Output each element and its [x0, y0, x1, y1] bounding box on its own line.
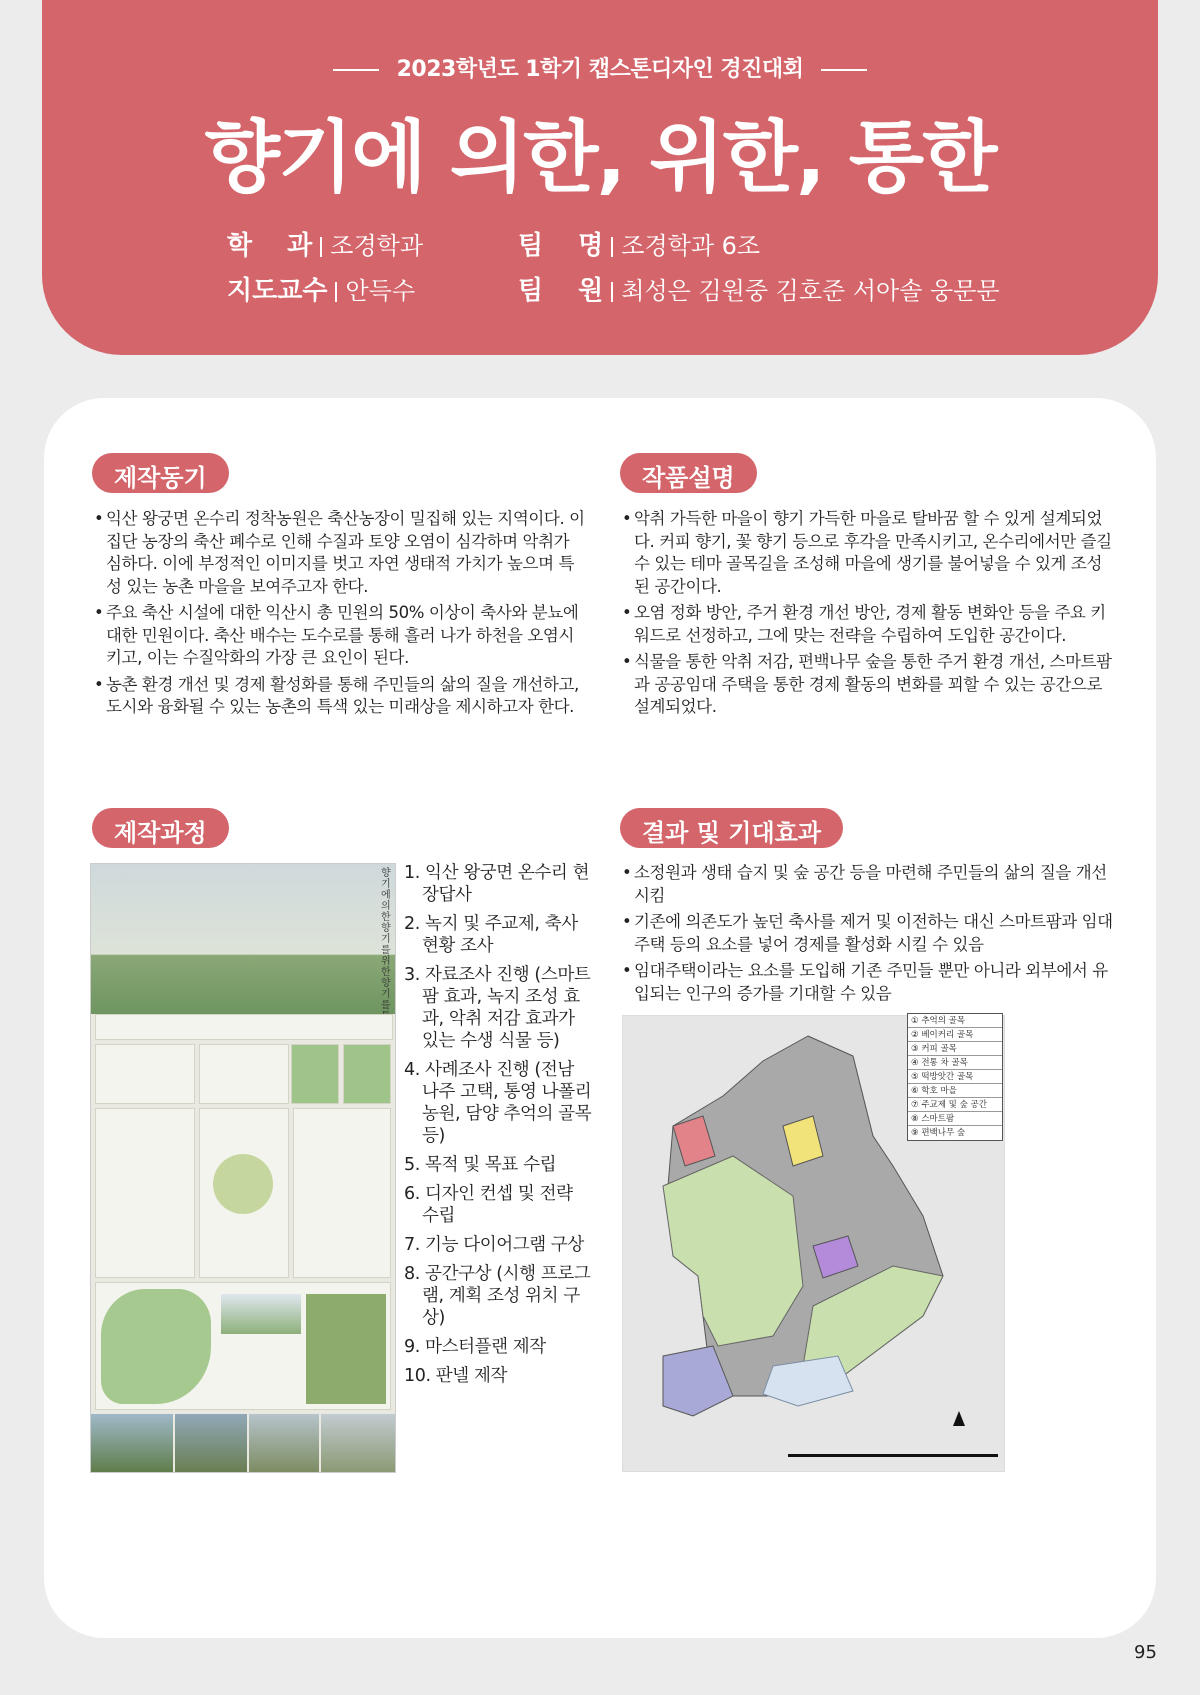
divider: [611, 282, 613, 302]
legend-item: ② 베이커리 골목: [908, 1028, 1002, 1042]
step-item: 7. 기능 다이어그램 구상: [404, 1235, 584, 1255]
contest-label: 2023학년도 1학기 캡스톤디자인 경진대회: [396, 57, 804, 82]
advisor-value: 안득수: [345, 277, 416, 305]
divider: [611, 237, 613, 257]
list-item: • 악취 가득한 마을이 향기 가득한 마을로 탈바꿈 할 수 있게 설계되었다. 커피 향기, 꽃 향기 등으로 후각을 만족시키고, 온수리에서만 즐길 수 있는 테마 골목길을 조성해 마을에 생기를 불어넣을 수 있게 조성된 공간이다.: [622, 508, 1114, 598]
legend-item: ⑦ 주교제 및 숲 공간: [908, 1098, 1002, 1112]
motivation-list: [94, 508, 586, 723]
page-number: 95: [1134, 1642, 1157, 1663]
list-item: • 오염 정화 방안, 주거 환경 개선 방안, 경제 활동 변화안 등을 주요 키워드로 선정하고, 그에 맞는 전략을 수립하여 도입한 공간이다.: [622, 602, 1114, 647]
legend-item: ④ 전통 차 골목: [908, 1056, 1002, 1070]
poster-photo: [249, 1414, 319, 1472]
map-legend: [907, 1013, 1003, 1141]
motivation-heading: 제작동기: [92, 453, 229, 493]
list-item: • 소정원과 생태 습지 및 숲 공간 등을 마련해 주민들의 삶의 질을 개선시킴: [622, 862, 1116, 907]
step-item: 5. 목적 및 목표 수립: [404, 1155, 557, 1175]
poster-panel: [95, 1044, 195, 1104]
poster-panel: [291, 1044, 339, 1104]
step-item: 10. 판넬 제작: [404, 1366, 507, 1386]
team-row: [518, 225, 760, 262]
description-list: [622, 508, 1114, 723]
poster-panel: [293, 1108, 391, 1278]
legend-item: ③ 커피 골목: [908, 1042, 1002, 1056]
step-item: 1. 익산 왕궁면 온수리 현장답사: [404, 863, 590, 905]
poster-photo: [91, 1414, 173, 1472]
divider: [335, 282, 337, 302]
poster-title: 향기에 의한 향기를 위한 향기를: [381, 868, 391, 1011]
legend-item: ⑧ 스마트팜: [908, 1112, 1002, 1126]
legend-item: ① 추억의 골목: [908, 1014, 1002, 1028]
results-heading: 결과 및 기대효과: [620, 808, 843, 848]
department-label: 학 과: [227, 231, 313, 261]
list-item: • 기존에 의존도가 높던 축사를 제거 및 이전하는 대신 스마트팜과 임대주택 등의 요소를 넣어 경제를 활성화 시킬 수 있음: [622, 911, 1116, 956]
results-list: [622, 862, 1116, 1009]
step-item: 3. 자료조사 진행 (스마트팜 효과, 녹지 조성 효과, 악취 저감 효과가 있는 수생 식물 등): [404, 965, 591, 1051]
diagram-circle: [213, 1154, 273, 1214]
poster-section: [221, 1294, 301, 1334]
poster-map: [101, 1289, 211, 1404]
list-item: • 농촌 환경 개선 및 경제 활성화를 통해 주민들의 삶의 질을 개선하고, 도시와 융화될 수 있는 농촌의 특색 있는 미래상을 제시하고자 한다.: [94, 674, 586, 719]
process-steps: [404, 862, 594, 1394]
legend-item: ⑥ 학호 마을: [908, 1084, 1002, 1098]
step-item: 8. 공간구상 (시행 프로그램, 계획 조성 위치 구상): [404, 1264, 591, 1328]
scale-bar: [788, 1454, 998, 1457]
divider: [320, 237, 322, 257]
department-row: [227, 225, 423, 262]
poster-render: [306, 1294, 386, 1404]
step-item: 6. 디자인 컨셉 및 전략 수립: [404, 1184, 573, 1226]
advisor-label: 지도교수: [227, 276, 328, 306]
members-label: 팀 원: [518, 276, 604, 306]
legend-item: ⑤ 떡방앗간 골목: [908, 1070, 1002, 1084]
process-poster-image: [90, 863, 396, 1473]
poster-panel: [343, 1044, 391, 1104]
description-heading: 작품설명: [620, 453, 757, 493]
header-banner: [42, 0, 1158, 355]
step-item: 9. 마스터플랜 제작: [404, 1337, 546, 1357]
poster-intro-panel: [95, 1014, 393, 1040]
list-item: • 임대주택이라는 요소를 도입해 기존 주민들 뿐만 아니라 외부에서 유입되는 인구의 증가를 기대할 수 있음: [622, 960, 1116, 1005]
divider: [821, 69, 867, 71]
members-row: [518, 270, 1000, 307]
list-item: • 주요 축산 시설에 대한 익산시 총 민원의 50% 이상이 축사와 분뇨에 대한 민원이다. 축산 배수는 도수로를 통해 흘러 나가 하천을 오염시키고, 이는 수질악화의 가장 큰 요인이 된다.: [94, 602, 586, 670]
legend-item: ⑨ 편백나무 숲: [911, 1128, 966, 1138]
poster-panel: [199, 1044, 289, 1104]
team-label: 팀 명: [518, 231, 604, 261]
process-heading: 제작과정: [92, 808, 229, 848]
list-item: • 식물을 통한 악취 저감, 편백나무 숲을 통한 주거 환경 개선, 스마트팜과 공공임대 주택을 통한 경제 활동의 변화를 꾀할 수 있는 공간으로 설계되었다.: [622, 651, 1114, 719]
step-item: 4. 사례조사 진행 (전남 나주 고택, 통영 나폴리 농원, 담양 추억의 골목 등): [404, 1060, 592, 1146]
list-item: • 익산 왕궁면 온수리 정착농원은 축산농장이 밀집해 있는 지역이다. 이 집단 농장의 축산 폐수로 인해 수질과 토양 오염이 심각하며 악취가 심하다. 이에 부정적인 이미지를 벗고 자연 생태적 가치가 높으며 특성 있는 농촌 마을을 보여주고자 한다.: [94, 508, 586, 598]
members-value: 최성은 김원중 김호준 서아솔 웅문문: [621, 277, 1000, 305]
step-item: 2. 녹지 및 주교제, 축사 현황 조사: [404, 914, 578, 956]
contest-title: [42, 52, 1158, 83]
poster-panel: [95, 1108, 195, 1278]
department-value: 조경학과: [330, 232, 424, 260]
advisor-row: [227, 270, 415, 307]
divider: [333, 69, 379, 71]
team-value: 조경학과 6조: [621, 232, 761, 260]
poster-photo: [175, 1414, 247, 1472]
poster-photo: [321, 1414, 396, 1472]
page-title: 향기에 의한, 위한, 통한: [204, 113, 996, 203]
poster-hero-photo: [91, 864, 395, 1014]
